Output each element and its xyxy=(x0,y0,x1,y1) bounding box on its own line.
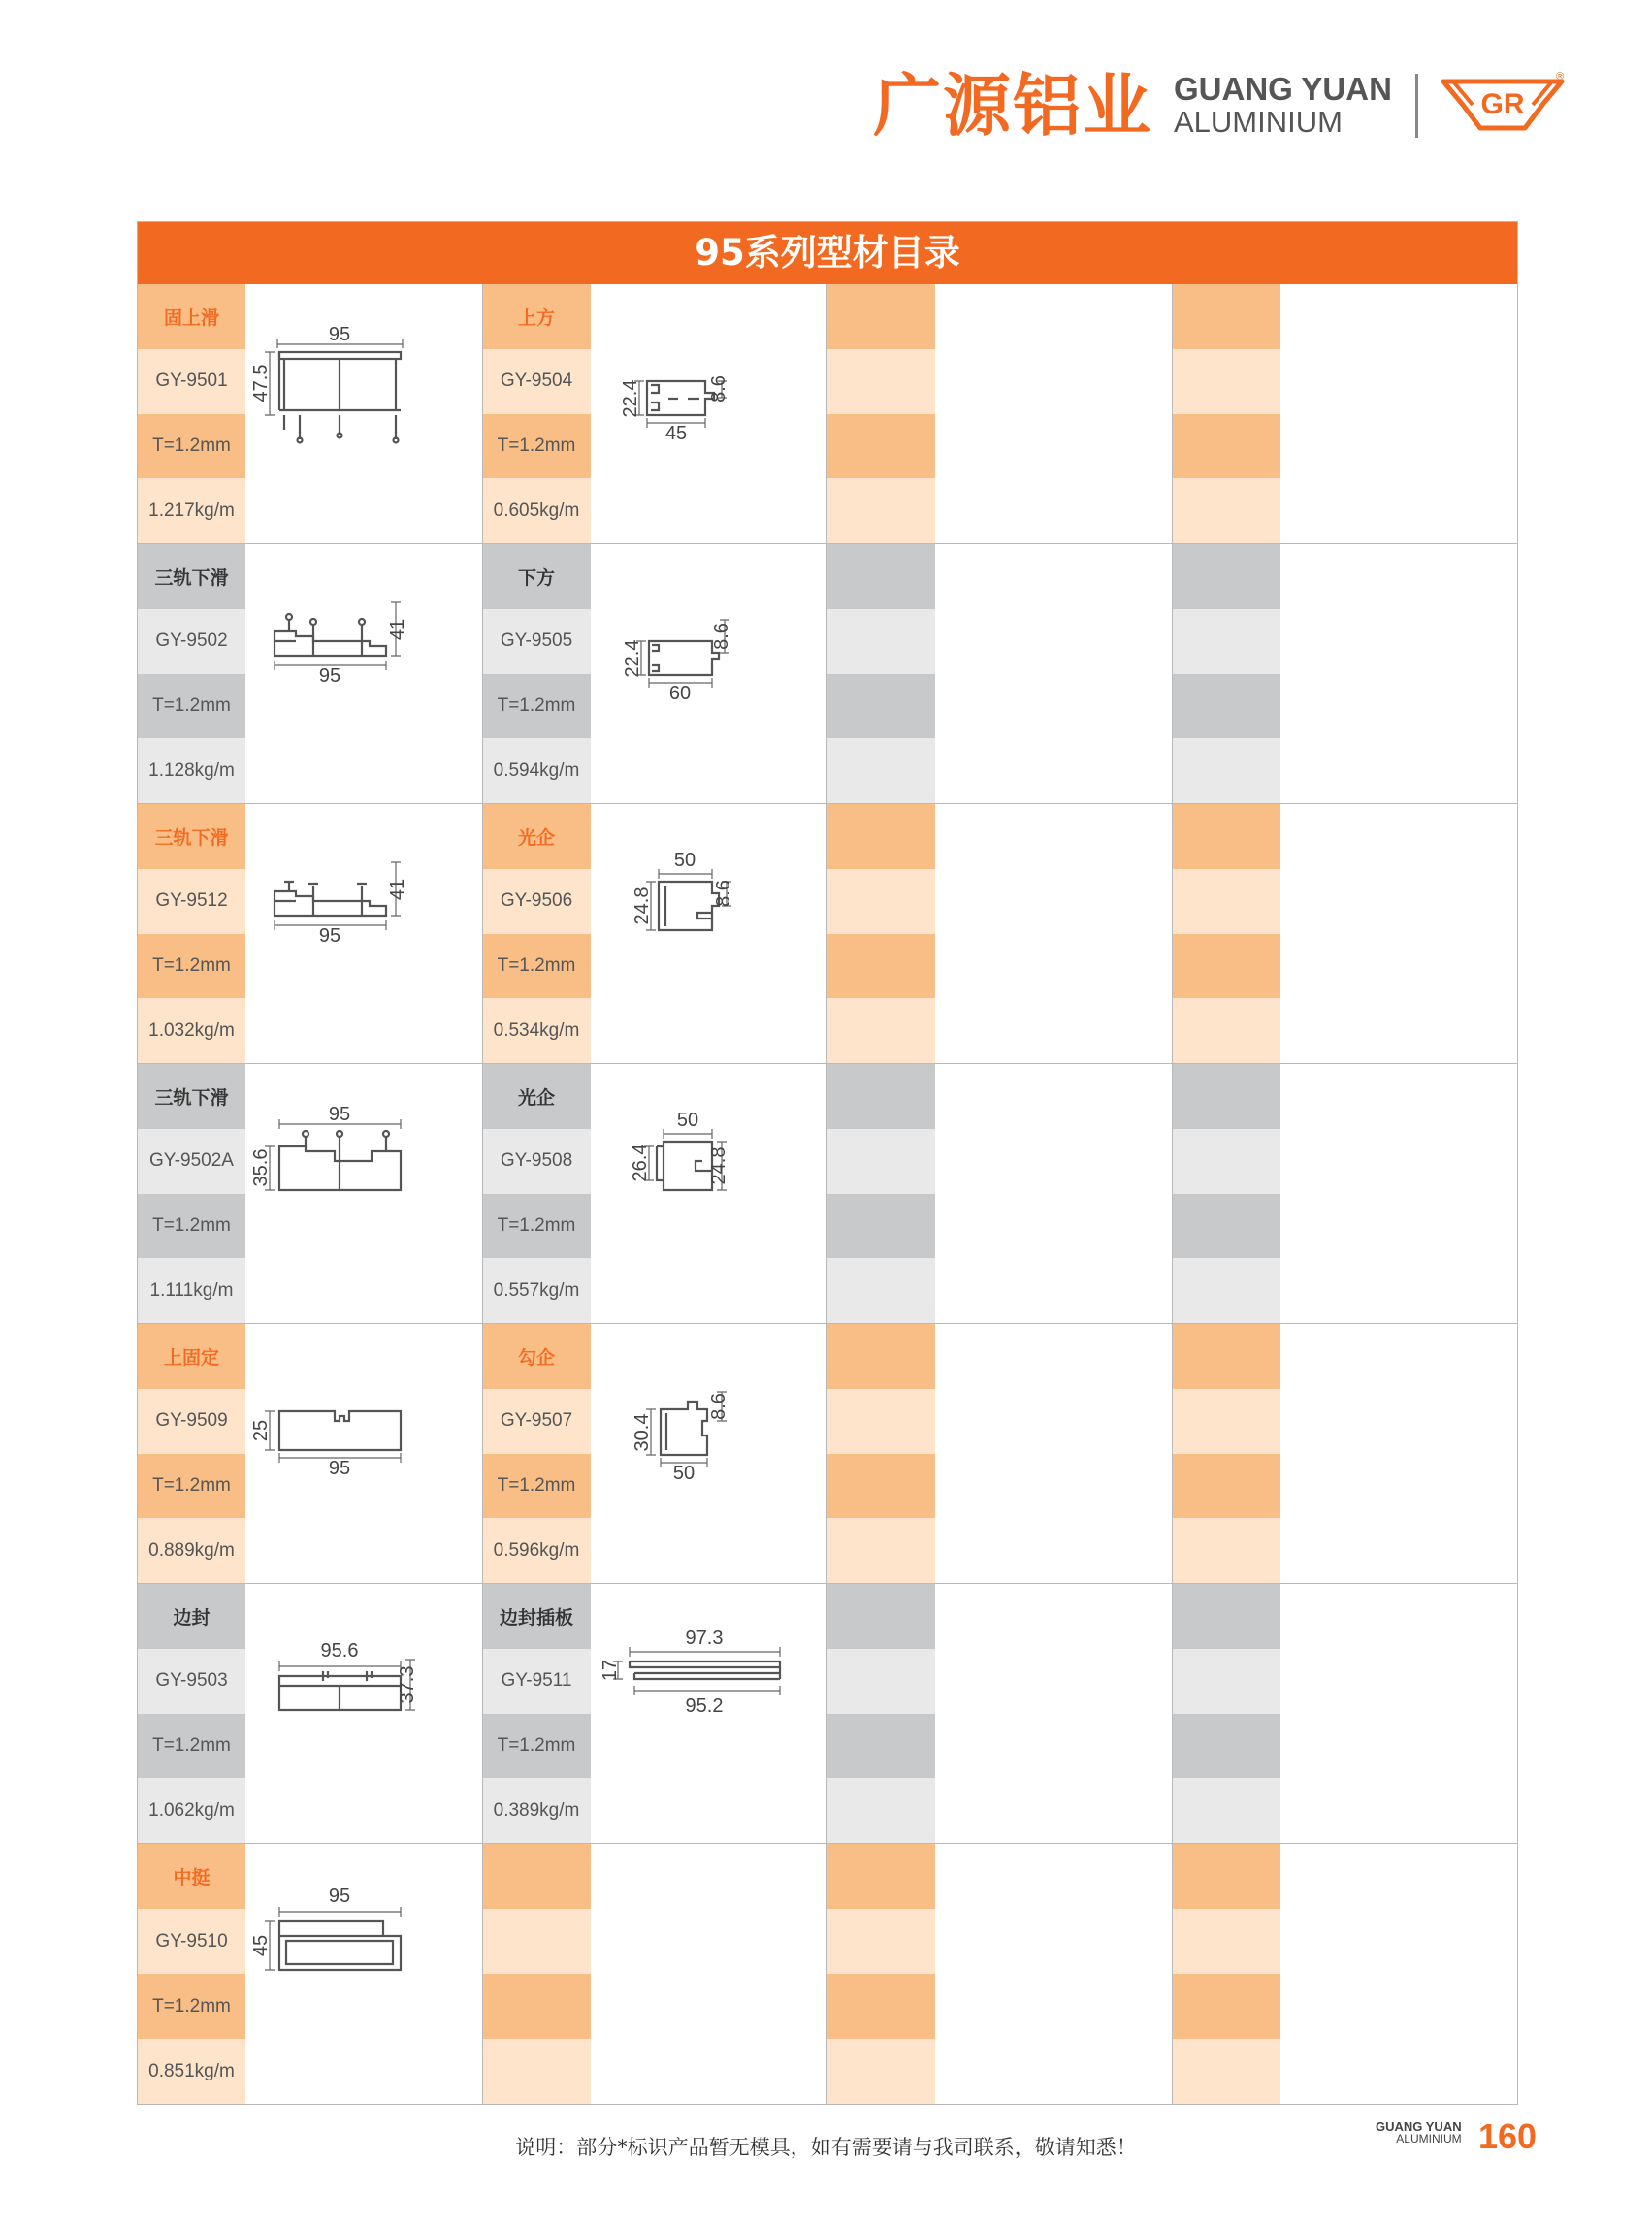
profile-name: 光企 xyxy=(483,804,591,869)
catalog-cell xyxy=(1173,1324,1518,1584)
catalog-cell xyxy=(1173,1584,1518,1844)
catalog-cell xyxy=(483,284,828,544)
catalog-cell xyxy=(483,1064,828,1324)
catalog-cell xyxy=(827,1324,1173,1584)
profile-thickness xyxy=(1173,1714,1280,1779)
dimension-label: 8.6 xyxy=(710,623,732,650)
catalog-cell xyxy=(138,1324,483,1584)
profile-thickness: T=1.2mm xyxy=(483,1454,591,1519)
catalog-cell xyxy=(827,284,1173,544)
dimension-label: 95 xyxy=(328,324,351,345)
profile-spec-column xyxy=(138,1844,245,2104)
profile-drawing-area xyxy=(591,1844,827,2104)
profile-name xyxy=(1173,1064,1280,1129)
profile-spec-column xyxy=(1173,284,1280,543)
profile-weight: 0.596kg/m xyxy=(483,1518,591,1583)
profile-cross-section-drawing xyxy=(245,1324,481,1584)
profile-name xyxy=(1173,544,1280,609)
profile-drawing-area xyxy=(245,804,482,1063)
profile-code xyxy=(827,609,935,674)
profile-name xyxy=(827,804,935,869)
profile-drawing-area xyxy=(1280,1064,1518,1323)
profile-drawing-area xyxy=(935,1584,1172,1843)
catalog-cell xyxy=(1173,1064,1518,1324)
profile-cross-section-drawing xyxy=(591,1584,826,1844)
profile-spec-column xyxy=(483,1844,591,2104)
profile-name: 勾企 xyxy=(483,1324,591,1389)
profile-drawing-area xyxy=(935,544,1172,803)
profile-spec-column xyxy=(483,804,591,1063)
dimension-label: 41 xyxy=(387,878,408,901)
profile-name xyxy=(827,1844,935,1909)
profile-cross-section-drawing xyxy=(245,1844,481,2104)
profile-code: GY-9508 xyxy=(483,1129,591,1194)
profile-weight: 1.062kg/m xyxy=(138,1778,245,1843)
catalog-cell xyxy=(138,1064,483,1324)
registered-mark: ® xyxy=(1555,72,1565,82)
profile-spec-column xyxy=(138,1064,245,1323)
profile-name: 边封 xyxy=(138,1584,245,1649)
profile-cross-section-drawing xyxy=(245,804,481,1064)
profile-spec-column xyxy=(138,804,245,1063)
profile-drawing-area xyxy=(935,1324,1172,1583)
profile-name xyxy=(1173,1324,1280,1389)
profile-drawing-area xyxy=(591,1064,827,1323)
footer-brand-line1: GUANG YUAN xyxy=(1376,2119,1462,2134)
profile-weight: 1.217kg/m xyxy=(138,478,245,543)
profile-name xyxy=(827,544,935,609)
catalog-cell xyxy=(138,1584,483,1844)
profile-drawing-area xyxy=(245,284,482,543)
dimension-label: 47.5 xyxy=(250,364,272,403)
page-number: 160 xyxy=(1478,2116,1538,2156)
dimension-label: 25 xyxy=(250,1419,272,1442)
profile-weight xyxy=(1173,2039,1280,2104)
profile-code: GY-9503 xyxy=(138,1649,245,1714)
profile-thickness: T=1.2mm xyxy=(138,1714,245,1779)
catalog-cell xyxy=(483,804,828,1064)
profile-code xyxy=(1173,1649,1280,1714)
profile-code xyxy=(1173,1389,1280,1454)
profile-weight: 1.128kg/m xyxy=(138,738,245,803)
profile-catalog-table xyxy=(137,221,1518,2105)
profile-code xyxy=(827,1649,935,1714)
profile-thickness: T=1.2mm xyxy=(483,674,591,739)
profile-weight: 0.534kg/m xyxy=(483,998,591,1063)
profile-cross-section-drawing xyxy=(591,544,826,804)
profile-thickness xyxy=(1173,1194,1280,1259)
profile-code: GY-9512 xyxy=(138,869,245,934)
profile-spec-column xyxy=(138,284,245,543)
profile-spec-column xyxy=(1173,1584,1280,1843)
profile-thickness: T=1.2mm xyxy=(138,414,245,479)
profile-name xyxy=(827,284,935,349)
profile-drawing-area xyxy=(1280,284,1518,543)
profile-code: GY-9511 xyxy=(483,1649,591,1714)
profile-weight xyxy=(1173,478,1280,543)
profile-drawing-area xyxy=(245,1064,482,1323)
profile-weight xyxy=(827,998,935,1063)
profile-code xyxy=(827,1389,935,1454)
profile-thickness xyxy=(827,1714,935,1779)
profile-weight xyxy=(827,1778,935,1843)
profile-spec-column xyxy=(483,284,591,543)
profile-thickness xyxy=(827,414,935,479)
profile-thickness xyxy=(1173,1974,1280,2039)
profile-thickness xyxy=(1173,674,1280,739)
profile-weight: 0.594kg/m xyxy=(483,738,591,803)
profile-thickness xyxy=(827,1454,935,1519)
dimension-label: 17 xyxy=(599,1659,621,1682)
profile-cross-section-drawing xyxy=(245,1064,481,1324)
catalog-cell xyxy=(1173,1844,1518,2104)
profile-drawing-area xyxy=(591,1324,827,1583)
profile-thickness: T=1.2mm xyxy=(483,1194,591,1259)
profile-drawing-area xyxy=(1280,544,1518,803)
profile-spec-column xyxy=(1173,1324,1280,1583)
profile-code xyxy=(483,1909,591,1974)
profile-drawing-area xyxy=(1280,1844,1518,2104)
profile-name: 三轨下滑 xyxy=(138,544,245,609)
catalog-cell xyxy=(1173,544,1518,804)
profile-drawing-area xyxy=(245,1584,482,1843)
profile-thickness xyxy=(827,934,935,999)
profile-name: 光企 xyxy=(483,1064,591,1129)
profile-drawing-area xyxy=(1280,1584,1518,1843)
logo-letters: GR xyxy=(1480,88,1525,120)
profile-thickness xyxy=(1173,1454,1280,1519)
profile-name: 固上滑 xyxy=(138,284,245,349)
dimension-label: 26.4 xyxy=(629,1144,651,1182)
profile-thickness xyxy=(827,674,935,739)
profile-weight xyxy=(827,1518,935,1583)
dimension-label: 22.4 xyxy=(621,639,643,678)
profile-thickness xyxy=(483,1974,591,2039)
brand-en-line1: GUANG YUAN xyxy=(1174,71,1392,108)
dimension-label: 95 xyxy=(318,925,341,947)
dimension-label: 45 xyxy=(664,423,687,444)
profile-cross-section-drawing xyxy=(591,1064,826,1324)
profile-drawing-area xyxy=(245,1844,482,2104)
footer-brand-line2: ALUMINIUM xyxy=(1396,2132,1462,2145)
brand-name-en xyxy=(1174,73,1392,138)
profile-code xyxy=(1173,349,1280,414)
dimension-label: 24.8 xyxy=(707,1146,729,1185)
profile-weight xyxy=(1173,1778,1280,1843)
dimension-label: 95.2 xyxy=(685,1695,723,1717)
profile-code: GY-9502 xyxy=(138,609,245,674)
dimension-label: 8.6 xyxy=(707,1393,729,1420)
profile-drawing-area xyxy=(591,544,827,803)
profile-weight xyxy=(827,1258,935,1323)
profile-spec-column xyxy=(1173,544,1280,803)
profile-spec-column xyxy=(827,1584,935,1843)
profile-cross-section-drawing xyxy=(245,544,481,804)
profile-name: 三轨下滑 xyxy=(138,804,245,869)
catalog-cell xyxy=(138,1844,483,2104)
dimension-label: 50 xyxy=(672,1463,695,1484)
profile-spec-column xyxy=(483,1324,591,1583)
brand-logo-icon xyxy=(1440,72,1566,140)
profile-drawing-area xyxy=(935,804,1172,1063)
profile-cross-section-drawing xyxy=(591,1324,826,1584)
profile-name xyxy=(1173,1584,1280,1649)
catalog-title: 95系列型材目录 xyxy=(138,222,1517,284)
dimension-label: 30.4 xyxy=(631,1413,653,1452)
profile-name: 上方 xyxy=(483,284,591,349)
profile-code: GY-9504 xyxy=(483,349,591,414)
profile-cross-section-drawing xyxy=(245,1584,481,1844)
profile-drawing-area xyxy=(591,1584,827,1843)
profile-code xyxy=(1173,609,1280,674)
profile-code: GY-9502A xyxy=(138,1129,245,1194)
profile-thickness xyxy=(827,1194,935,1259)
profile-weight: 1.111kg/m xyxy=(138,1258,245,1323)
catalog-cell xyxy=(827,1064,1173,1324)
footer-brand xyxy=(1376,2120,1462,2144)
catalog-cell xyxy=(483,544,828,804)
profile-weight xyxy=(827,2039,935,2104)
profile-code xyxy=(1173,1129,1280,1194)
profile-thickness xyxy=(1173,414,1280,479)
dimension-label: 95 xyxy=(328,1886,351,1907)
profile-spec-column xyxy=(138,1324,245,1583)
profile-spec-column xyxy=(827,544,935,803)
catalog-cell xyxy=(138,284,483,544)
catalog-cell xyxy=(483,1584,828,1844)
profile-thickness: T=1.2mm xyxy=(138,1454,245,1519)
profile-weight xyxy=(1173,998,1280,1063)
profile-code: GY-9505 xyxy=(483,609,591,674)
profile-code: GY-9510 xyxy=(138,1909,245,1974)
profile-thickness: T=1.2mm xyxy=(138,1974,245,2039)
profile-code xyxy=(827,1909,935,1974)
profile-name xyxy=(827,1584,935,1649)
profile-spec-column xyxy=(1173,1844,1280,2104)
profile-spec-column xyxy=(483,544,591,803)
profile-spec-column xyxy=(1173,804,1280,1063)
profile-weight xyxy=(827,738,935,803)
profile-code xyxy=(1173,1909,1280,1974)
dimension-label: 8.6 xyxy=(712,880,734,907)
catalog-cell xyxy=(827,1844,1173,2104)
profile-spec-column xyxy=(827,804,935,1063)
dimension-label: 95 xyxy=(318,665,341,687)
profile-weight: 0.557kg/m xyxy=(483,1258,591,1323)
profile-drawing-area xyxy=(1280,1324,1518,1583)
profile-weight: 1.032kg/m xyxy=(138,998,245,1063)
profile-drawing-area xyxy=(935,1064,1172,1323)
profile-weight xyxy=(827,478,935,543)
catalog-cell xyxy=(138,804,483,1064)
profile-spec-column xyxy=(483,1064,591,1323)
profile-drawing-area xyxy=(591,804,827,1063)
dimension-label: 50 xyxy=(673,850,696,871)
catalog-cell xyxy=(1173,284,1518,544)
profile-spec-column xyxy=(483,1584,591,1843)
profile-drawing-area xyxy=(935,1844,1172,2104)
profile-code xyxy=(827,349,935,414)
brand-name-cn: 广源铝业 xyxy=(873,66,1152,145)
profile-code: GY-9509 xyxy=(138,1389,245,1454)
profile-name: 边封插板 xyxy=(483,1584,591,1649)
profile-thickness xyxy=(827,1974,935,2039)
profile-code xyxy=(827,1129,935,1194)
profile-spec-column xyxy=(827,1844,935,2104)
profile-code xyxy=(1173,869,1280,934)
profile-weight: 0.889kg/m xyxy=(138,1518,245,1583)
catalog-cell xyxy=(483,1324,828,1584)
profile-name xyxy=(483,1844,591,1909)
profile-name xyxy=(1173,284,1280,349)
profile-thickness xyxy=(1173,934,1280,999)
profile-name: 上固定 xyxy=(138,1324,245,1389)
dimension-label: 95.6 xyxy=(320,1640,359,1661)
profile-name xyxy=(1173,804,1280,869)
profile-spec-column xyxy=(138,544,245,803)
profile-thickness: T=1.2mm xyxy=(483,934,591,999)
profile-weight: 0.389kg/m xyxy=(483,1778,591,1843)
catalog-cell xyxy=(138,544,483,804)
profile-weight: 0.851kg/m xyxy=(138,2039,245,2104)
profile-code: GY-9501 xyxy=(138,349,245,414)
dimension-label: 45 xyxy=(250,1934,272,1957)
profile-thickness: T=1.2mm xyxy=(138,1194,245,1259)
brand-en-line2: ALUMINIUM xyxy=(1174,105,1343,140)
dimension-label: 22.4 xyxy=(619,379,641,418)
profile-drawing-area xyxy=(591,284,827,543)
profile-weight xyxy=(1173,1258,1280,1323)
profile-spec-column xyxy=(138,1584,245,1843)
profile-name xyxy=(1173,1844,1280,1909)
profile-weight xyxy=(1173,1518,1280,1583)
profile-drawing-area xyxy=(245,1324,482,1583)
dimension-label: 8.6 xyxy=(707,375,729,403)
dimension-label: 24.8 xyxy=(631,887,653,925)
profile-cross-section-drawing xyxy=(591,804,826,1064)
profile-thickness: T=1.2mm xyxy=(483,1714,591,1779)
profile-cross-section-drawing xyxy=(591,284,826,544)
catalog-cell xyxy=(483,1844,828,2104)
dimension-label: 95 xyxy=(328,1104,351,1125)
profile-spec-column xyxy=(827,284,935,543)
profile-thickness: T=1.2mm xyxy=(483,414,591,479)
profile-cross-section-drawing xyxy=(245,284,481,544)
profile-spec-column xyxy=(827,1324,935,1583)
catalog-cell xyxy=(827,544,1173,804)
catalog-cell xyxy=(827,1584,1173,1844)
profile-spec-column xyxy=(1173,1064,1280,1323)
profile-weight xyxy=(483,2039,591,2104)
catalog-cell xyxy=(1173,804,1518,1064)
profile-drawing-area xyxy=(245,544,482,803)
profile-weight xyxy=(1173,738,1280,803)
dimension-label: 35.6 xyxy=(250,1148,272,1187)
brand-header xyxy=(873,66,1566,145)
dimension-label: 97.3 xyxy=(685,1628,723,1649)
profile-drawing-area xyxy=(935,284,1172,543)
catalog-cell xyxy=(827,804,1173,1064)
profile-code: GY-9506 xyxy=(483,869,591,934)
profile-thickness: T=1.2mm xyxy=(138,934,245,999)
profile-name xyxy=(827,1064,935,1129)
dimension-label: 95 xyxy=(328,1458,351,1479)
dimension-label: 60 xyxy=(668,683,691,704)
profile-weight: 0.605kg/m xyxy=(483,478,591,543)
profile-thickness: T=1.2mm xyxy=(138,674,245,739)
profile-name: 三轨下滑 xyxy=(138,1064,245,1129)
profile-drawing-area xyxy=(1280,804,1518,1063)
dimension-label: 50 xyxy=(676,1110,698,1131)
dimension-label: 41 xyxy=(387,618,408,641)
footer-note: 说明：部分*标识产品暂无模具，如有需要请与我司联系，敬请知悉！ xyxy=(515,2136,1137,2159)
profile-name: 下方 xyxy=(483,544,591,609)
catalog-grid xyxy=(138,284,1517,2104)
profile-code: GY-9507 xyxy=(483,1389,591,1454)
dimension-label: 37.3 xyxy=(397,1665,418,1704)
profile-code xyxy=(827,869,935,934)
profile-spec-column xyxy=(827,1064,935,1323)
profile-name xyxy=(827,1324,935,1389)
brand-divider xyxy=(1415,74,1418,138)
profile-name: 中挺 xyxy=(138,1844,245,1909)
